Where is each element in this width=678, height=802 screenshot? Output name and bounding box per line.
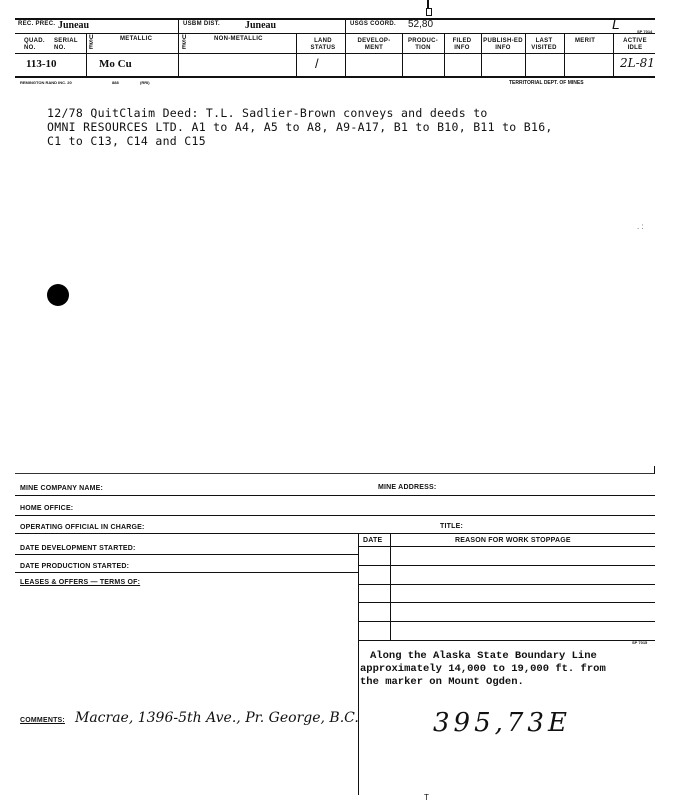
divider: [86, 33, 87, 76]
location-note: [360, 650, 606, 689]
col-quad-no: QUAD. NO.: [24, 38, 45, 51]
body-text: [47, 106, 553, 148]
mine-address-label: MINE ADDRESS:: [378, 484, 437, 491]
usbm-dist-label: USBM DIST.: [183, 21, 221, 27]
comments-label: COMMENTS:: [20, 717, 65, 724]
comments-value: Macrae, 1396-5th Ave., Pr. George, B.C.: [75, 710, 359, 726]
row-line: [15, 572, 358, 573]
reason-col-header: REASON FOR WORK STOPPAGE: [455, 537, 571, 544]
top-border: [15, 18, 655, 20]
col-published-info: PUBLISH-ED INFO: [483, 38, 523, 51]
col-active-idle: ACTIVE IDLE: [623, 38, 647, 51]
col-merit: MERIT: [575, 38, 596, 44]
divider: [481, 33, 482, 76]
form-code: SP 7014: [637, 29, 653, 34]
divider: [345, 18, 346, 76]
footer-right: TERRITORIAL DEPT. OF MINES: [509, 80, 584, 86]
row-line: [15, 554, 358, 555]
col-non-metallic: NON-METALLIC: [214, 36, 263, 42]
row-line: [15, 53, 655, 54]
row-serial: 113-10: [26, 58, 57, 70]
row-line: [358, 602, 655, 603]
usgs-coord-label: USGS COORD.: [350, 21, 396, 27]
mine-company-name-label: MINE COMPANY NAME:: [20, 485, 104, 492]
operating-official-label: OPERATING OFFICIAL IN CHARGE:: [20, 524, 145, 531]
footer-left-code: 888: [112, 80, 119, 85]
leases-offers-label: LEASES & OFFERS — TERMS OF:: [20, 579, 141, 586]
divider: [178, 18, 179, 76]
row-line: [358, 621, 655, 622]
footer-left-code2: (RRI): [140, 80, 150, 85]
row-line: [358, 584, 655, 585]
col-use-nonmetallic: U S E: [182, 35, 187, 51]
col-serial-no: SERIAL NO.: [54, 38, 78, 51]
divider: [613, 33, 614, 76]
row-line: [15, 33, 655, 34]
row-line: [15, 495, 655, 496]
col-filed-info: FILED INFO: [452, 38, 472, 51]
footer-left: REMINGTON RAND INC. 20: [20, 80, 72, 85]
row-line: [358, 640, 655, 641]
speck: . :: [637, 222, 644, 231]
usbm-dist-value: Juneau: [245, 20, 277, 31]
row-line: [358, 546, 655, 547]
date-prod-started-label: DATE PRODUCTION STARTED:: [20, 563, 130, 570]
row-line: [358, 565, 655, 566]
body-line: 12/78 QuitClaim Deed: T.L. Sadlier-Brown conveys and deeds to: [47, 106, 488, 120]
row-line: [15, 515, 655, 516]
handwritten-number: 395,73E: [433, 708, 571, 738]
corner-mark: [648, 466, 655, 474]
row-line: [15, 473, 655, 474]
row-active-idle: 2L-81: [620, 56, 655, 70]
row-land-status: /: [315, 56, 319, 71]
panel-divider: [358, 533, 359, 795]
col-last-visited: LAST VISITED: [531, 38, 557, 51]
divider: [525, 33, 526, 76]
date-col-header: DATE: [363, 537, 383, 544]
rec-prec-label: REC. PREC.: [18, 21, 56, 27]
col-metallic: METALLIC: [120, 36, 153, 42]
divider: [296, 33, 297, 76]
divider: [402, 33, 403, 76]
col-production: PRODUC-TION: [407, 38, 439, 51]
row-line: [15, 533, 655, 534]
col-development: DEVELOP-MENT: [357, 38, 391, 51]
divider: [564, 33, 565, 76]
col-use-metallic: U S E: [89, 35, 94, 51]
punch-mark-box: [426, 8, 432, 16]
date-col-divider: [390, 533, 391, 640]
location-line: approximately 14,000 to 19,000 ft. from: [360, 663, 606, 675]
home-office-label: HOME OFFICE:: [20, 505, 74, 512]
punch-mark: [427, 0, 429, 8]
location-line: Along the Alaska State Boundary Line: [370, 650, 597, 662]
usgs-coord-value: 52,80: [408, 19, 434, 30]
location-line: the marker on Mount Ogden.: [360, 676, 524, 688]
body-line: C1 to C13, C14 and C15: [47, 134, 206, 148]
punch-hole: [47, 284, 69, 306]
col-land-status: LAND STATUS: [310, 38, 336, 51]
date-dev-started-label: DATE DEVELOPMENT STARTED:: [20, 545, 136, 552]
form-code2: SP 7015: [632, 640, 648, 645]
divider: [444, 33, 445, 76]
title-label: TITLE:: [440, 523, 463, 530]
corner-letter: L: [612, 16, 620, 32]
row-line: [15, 76, 655, 78]
row-metallic: Mo Cu: [99, 58, 132, 70]
rec-prec-value: Juneau: [58, 20, 90, 31]
bottom-mark: T: [424, 793, 429, 802]
body-line: OMNI RESOURCES LTD. A1 to A4, A5 to A8, A9-A17, B1 to B10, B11 to B16,: [47, 120, 553, 134]
